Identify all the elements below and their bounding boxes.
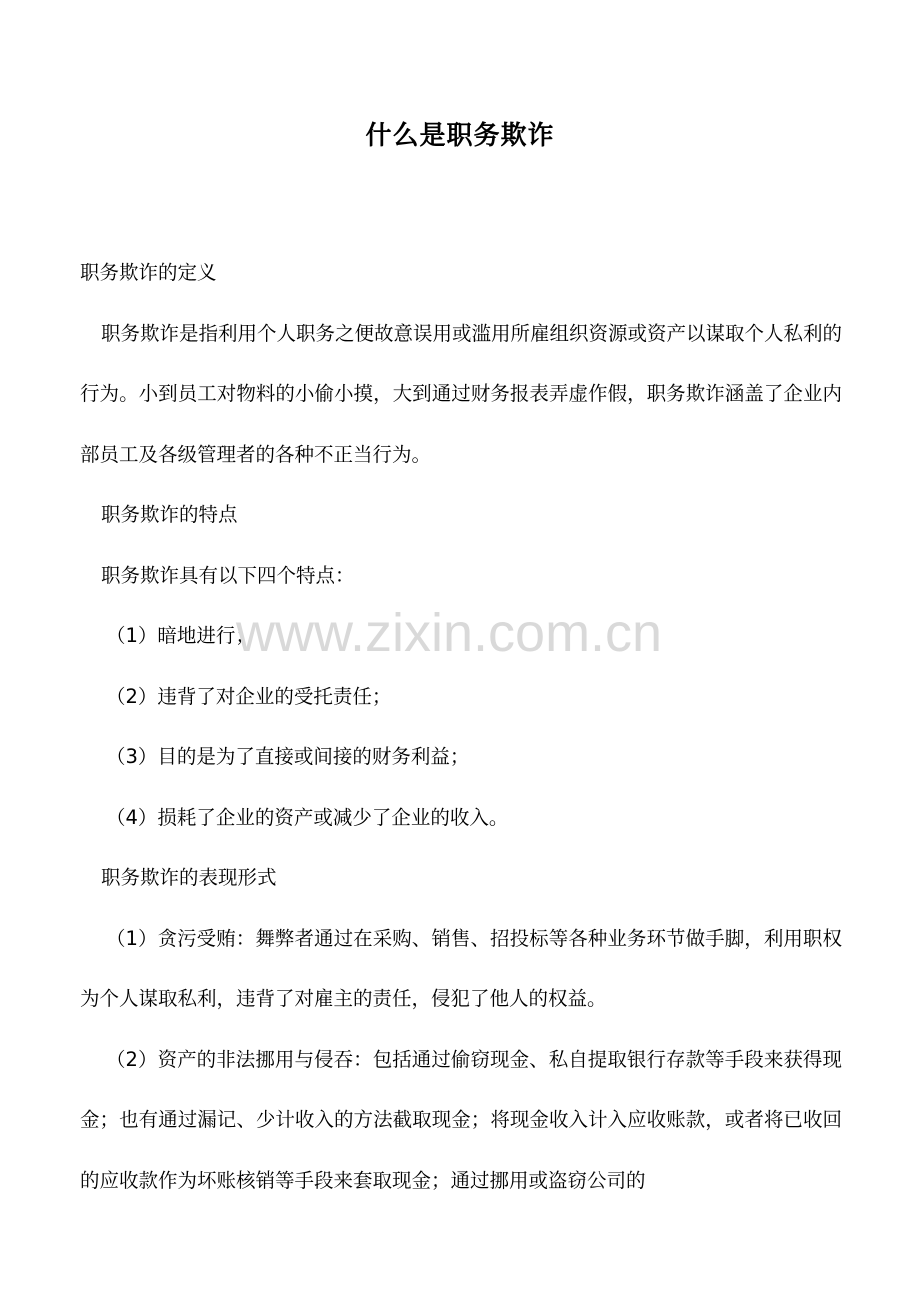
watermark-text: www.zixin.com.cn (236, 603, 663, 663)
paragraph-definition: 职务欺诈是指利用个人职务之便故意误用或滥用所雇组织资源或资产以谋取个人私利的行为。小到员工对物料的小偷小摸，大到通过财务报表弄虚作假，职务欺诈涵盖了企业内部员工及各级管理者的各种不正当行为。 (80, 321, 843, 466)
list-item-characteristic-1: （1）暗地进行； (106, 624, 255, 647)
document-title: 什么是职务欺诈 (365, 121, 555, 151)
section-heading-definition: 职务欺诈的定义 (80, 261, 217, 284)
list-item-characteristic-2: （2）违背了对企业的受托责任； (106, 684, 392, 708)
paragraph-form-misappropriation: （2）资产的非法挪用与侵吞：包括通过偷窃现金、私自提取银行存款等手段来获得现金；也有通过漏记、少计收入的方法截取现金；将现金收入计入应收账款，或者将已收回的应收款作为坏账核销等手段来套取现金；通过挪用或盗窃公司的 (80, 1047, 842, 1192)
list-item-characteristic-3: （3）目的是为了直接或间接的财务利益； (106, 745, 470, 768)
section-heading-forms: 职务欺诈的表现形式 (101, 866, 277, 889)
document-body (80, 243, 842, 1211)
list-item-characteristic-4: （4）损耗了企业的资产或减少了企业的收入。 (106, 805, 509, 829)
section-heading-characteristics: 职务欺诈的特点 (101, 503, 238, 526)
paragraph-form-bribery: （1）贪污受贿：舞弊者通过在采购、销售、招投标等各种业务环节做手脚，利用职权为个人谋取私利，违背了对雇主的责任，侵犯了他人的权益。 (80, 926, 842, 1010)
paragraph-characteristics-intro: 职务欺诈具有以下四个特点： (101, 563, 355, 587)
